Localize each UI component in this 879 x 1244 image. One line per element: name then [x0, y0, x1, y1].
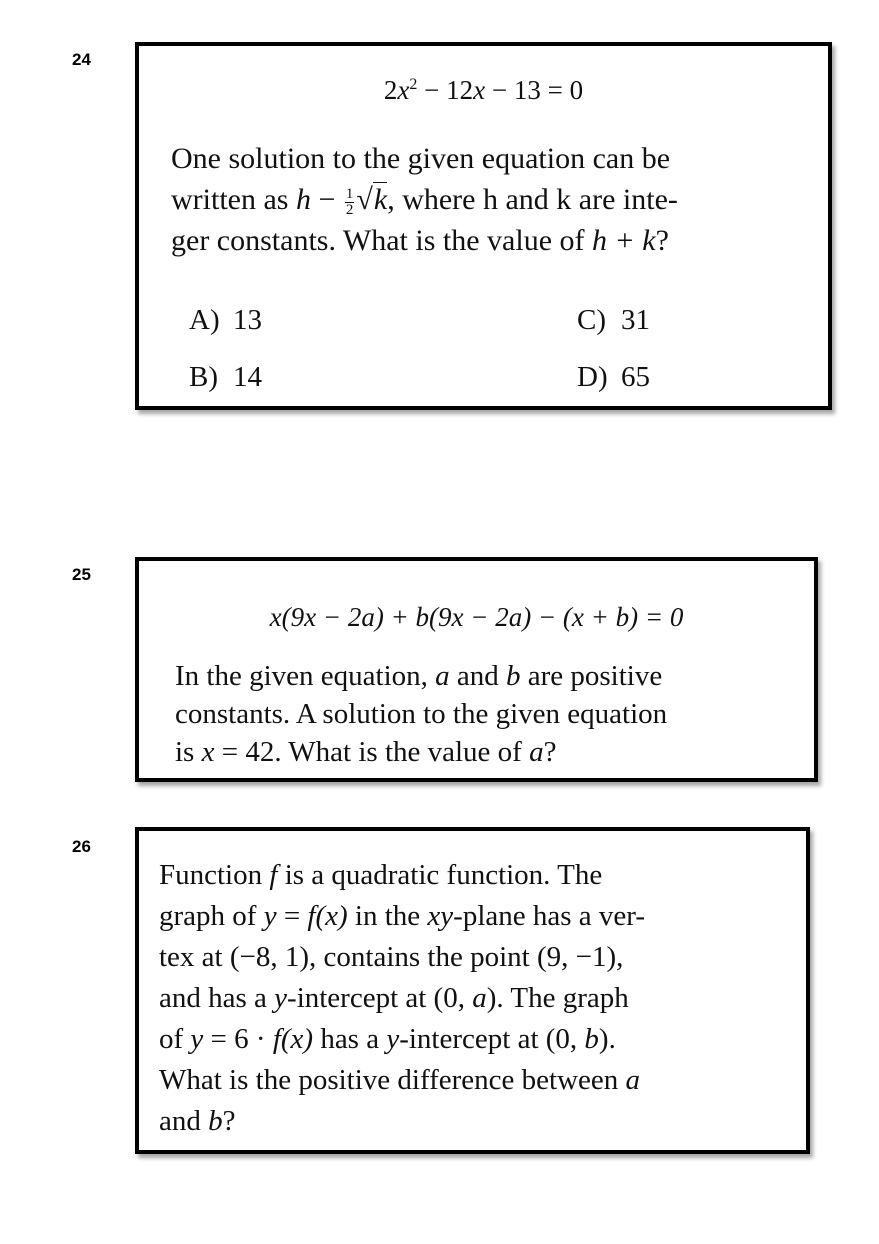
fraction-one-half: $\frac{1}{2}$	[345, 185, 354, 218]
question-number-26: 26	[72, 837, 91, 856]
question-26-box	[135, 827, 810, 1154]
question-number-24: 24	[72, 50, 91, 69]
choice-c[interactable]: C) 31	[577, 304, 650, 336]
question-25-box	[135, 557, 818, 782]
question-26-text: Function f is a quadratic function. The graph of y = f(x) in the xy-plane has a ver- tex at (−8, 1), contains the point (9, −1), and has a y-intercept at (0, a). The graph of y = 6 · f(x) has a y-intercept at (0, b). What is the positive difference between a and b?	[159, 859, 646, 1137]
question-number-25: 25	[72, 565, 91, 584]
question-24-box	[135, 42, 832, 410]
question-25-equation: x(9x − 2a) + b(9x − 2a) − (x + b) = 0	[269, 602, 684, 632]
question-25-text: In the given equation, a and b are positive constants. A solution to the given equation is x = 42. What is the value of a?	[175, 660, 668, 768]
question-24-equation: $2x^2 - 12x - 13 = 0$	[383, 75, 584, 105]
question-24-choices	[139, 46, 828, 406]
question-24-text: One solution to the given equation can be written as h − $\frac{1}{2}$ √k, where h and k are inte- ger constants. What is the value of h + k?	[171, 142, 678, 257]
choice-b[interactable]: B) 14	[189, 361, 262, 393]
choice-a[interactable]: A) 13	[189, 304, 262, 336]
choice-d[interactable]: D) 65	[577, 361, 650, 393]
